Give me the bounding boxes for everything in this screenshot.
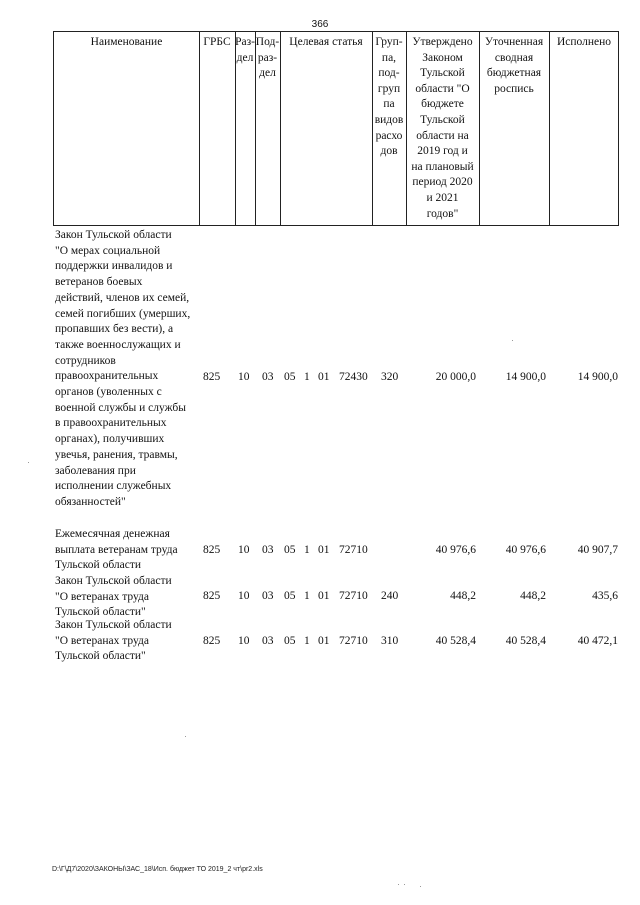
row-target-program: 05 xyxy=(284,371,296,383)
row-razdel: 10 xyxy=(238,371,250,383)
row-grbs: 825 xyxy=(203,371,221,383)
row-executed: 14 900,0 xyxy=(577,371,618,383)
row-approved: 20 000,0 xyxy=(435,371,476,383)
column-divider xyxy=(549,32,550,225)
row-target-event: 01 xyxy=(318,371,330,383)
header-name: Наименование xyxy=(90,36,163,48)
row-name: Закон Тульской области "О ветеранах труда Тульской области" xyxy=(55,575,172,619)
scan-speck xyxy=(512,340,513,341)
row-expense-group: 240 xyxy=(381,590,399,602)
scan-speck xyxy=(420,886,421,887)
file-path-footer: D:\Г\Д7\2020\ЗАКОНЫ\ЗАС_18\Исп. бюджет ТО 2019_2 чт\pr2.xls xyxy=(52,866,263,873)
column-divider xyxy=(199,32,200,225)
header-podrazdel: Под- раз- дел xyxy=(255,36,280,80)
header-grbs: ГРБС xyxy=(203,36,231,48)
row-target-subprogram: 1 xyxy=(304,544,310,556)
row-name: Закон Тульской области "О ветеранах труда Тульской области" xyxy=(55,619,172,663)
row-target-event: 01 xyxy=(318,544,330,556)
row-podrazdel: 03 xyxy=(262,635,274,647)
row-podrazdel: 03 xyxy=(262,590,274,602)
scan-speck xyxy=(404,884,405,885)
row-name: Ежемесячная денежная выплата ветеранам труда Тульской области xyxy=(55,528,178,572)
header-razdel: Раз- дел xyxy=(235,36,255,64)
row-approved: 40 976,6 xyxy=(435,544,476,556)
row-razdel: 10 xyxy=(238,590,250,602)
row-target-program: 05 xyxy=(284,544,296,556)
table-header xyxy=(53,31,619,226)
row-expense-group: 320 xyxy=(381,371,399,383)
row-grbs: 825 xyxy=(203,590,221,602)
row-refined: 14 900,0 xyxy=(505,371,546,383)
row-target-program: 05 xyxy=(284,590,296,602)
row-target-event: 01 xyxy=(318,635,330,647)
row-target-program: 05 xyxy=(284,635,296,647)
row-target-direction: 72710 xyxy=(339,544,368,556)
row-executed: 435,6 xyxy=(592,590,618,602)
row-razdel: 10 xyxy=(238,635,250,647)
scan-speck xyxy=(398,884,399,885)
row-executed: 40 907,7 xyxy=(577,544,618,556)
header-expense-group: Груп- па, под- груп па видов расхо дов xyxy=(374,36,404,158)
row-grbs: 825 xyxy=(203,635,221,647)
row-target-direction: 72710 xyxy=(339,635,368,647)
scan-speck xyxy=(185,736,186,737)
row-name: Закон Тульской области "О мерах социальной поддержки инвалидов и ветеранов боевых действий, членов их семей, семей погибших (умерших, пропавших без вести), а также военнослужащих и сотрудников правоохранительных органов (уволенных с военной службы и службы в правоохранительных органах), получивших увечья, ранения, травмы, заболевания при исполнении служебных обязанностей" xyxy=(55,229,191,508)
header-approved: Утверждено Законом Тульской области "О бюджете Тульской области на 2019 год и на плановый период 2020 и 2021 годов" xyxy=(411,36,474,220)
row-target-subprogram: 1 xyxy=(304,371,310,383)
row-target-direction: 72430 xyxy=(339,371,368,383)
row-refined: 40 976,6 xyxy=(505,544,546,556)
row-target-subprogram: 1 xyxy=(304,590,310,602)
row-refined: 40 528,4 xyxy=(505,635,546,647)
row-grbs: 825 xyxy=(203,544,221,556)
scan-speck xyxy=(28,462,29,463)
row-executed: 40 472,1 xyxy=(577,635,618,647)
row-expense-group: 310 xyxy=(381,635,399,647)
row-target-event: 01 xyxy=(318,590,330,602)
row-approved: 40 528,4 xyxy=(435,635,476,647)
header-refined: Уточненная сводная бюджетная роспись xyxy=(484,36,544,95)
row-target-direction: 72710 xyxy=(339,590,368,602)
row-target-subprogram: 1 xyxy=(304,635,310,647)
row-approved: 448,2 xyxy=(450,590,476,602)
row-razdel: 10 xyxy=(238,544,250,556)
row-refined: 448,2 xyxy=(520,590,546,602)
row-podrazdel: 03 xyxy=(262,544,274,556)
header-executed: Исполнено xyxy=(556,36,612,48)
header-target-article: Целевая статья xyxy=(289,36,363,48)
page-number: 366 xyxy=(311,19,329,30)
row-podrazdel: 03 xyxy=(262,371,274,383)
column-divider xyxy=(280,32,281,225)
